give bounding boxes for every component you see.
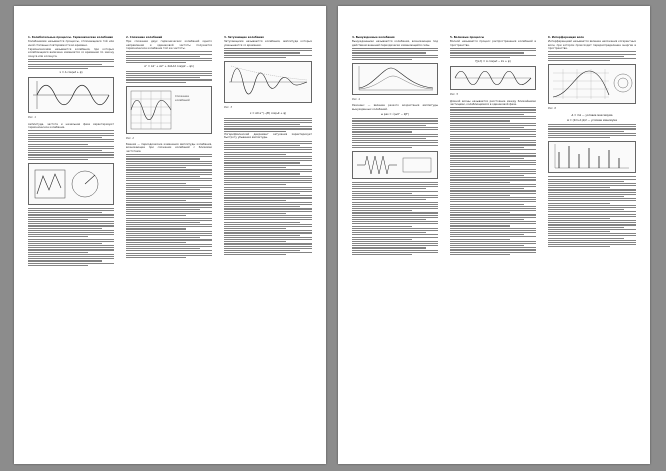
text-column [352,34,438,454]
figure [352,151,438,179]
document-page-left [14,6,326,464]
paragraph: При сложении двух гармонических колебаний одного направления и одинаковой частоты получается гармоническое колебание той же частоты. [126,40,212,50]
section-heading: 5. Волновые процессы [450,36,485,39]
figure [126,86,212,134]
figure [548,64,636,104]
paragraph: Вынужденными называются колебания, возникающие под действием внешней периодически изменяющейся силы. [352,40,438,47]
paragraph: Логарифмический декремент затухания характеризует быстроту убывания амплитуды. [224,132,312,140]
figure [224,61,312,103]
paragraph: Волной называется процесс распространения колебаний в пространстве. [450,40,536,47]
figure [450,66,536,90]
text-column [548,34,636,454]
formula: ω рез = √(ω0² − 2β²) [380,113,410,116]
paragraph: Затухающими называются колебания, амплитуда которых уменьшается со временем. [224,40,312,47]
figure [28,77,114,113]
figure [548,141,636,173]
figure [28,163,114,205]
figure [352,63,438,95]
figure-caption: Рис. 4 [352,98,360,102]
document-page-right [338,6,650,464]
paragraph: Гармоническими называются колебания, при которых колеблющаяся величина изменяется со временем по закону синуса или косинуса. [28,48,114,58]
section-heading: 6. Интерференция волн [548,36,584,39]
section-heading: 1. Колебательные процессы. Гармонические колебания [28,36,113,39]
section-heading: 4. Вынужденные колебания [352,36,395,39]
paragraph: Длиной волны называется расстояние между ближайшими частицами, колеблющимися в одинаковой фазе. [450,99,536,106]
figure-caption: Рис. 6 [548,107,556,111]
formula: A² = A1² + A2² + 2A1A2 cos(φ2 − φ1) [144,65,194,69]
formula: x = A0 e^(−βt) cos(ωt + φ) [249,112,287,116]
text-column [28,34,114,454]
formula: ξ(x,t) = A cos(ωt − kx + φ) [475,59,511,63]
svg-text:колебаний: колебаний [175,98,190,102]
paragraph: Резонанс — явление резкого возрастания амплитуды вынужденных колебаний. [352,104,438,111]
text-column [450,34,536,454]
section-heading: 2. Сложение колебаний [126,36,163,39]
text-column [224,34,312,454]
paragraph: Биения — периодические изменения амплитуды колебания, возникающие при сложении колебаний с близкими частотами. [126,143,212,153]
section-heading: 3. Затухающие колебания [224,36,264,39]
paragraph: Интерференцией называется явление наложения когерентных волн, при котором происходит перераспределение энергии в пространстве. [548,40,636,50]
paragraph: Амплитуда, частота и начальная фаза характеризуют гармоническое колебание. [28,122,114,129]
text-column [126,34,212,454]
paragraph: Колебаниями называются процессы, отличающиеся той или иной степенью повторяемости во времени. [28,40,114,47]
formula: x = A cos(ωt + φ) [59,71,83,74]
figure-caption: Рис. 3 [224,105,232,109]
figure-caption: Рис. 1 [28,116,36,120]
svg-text:Сложение: Сложение [175,94,189,98]
figure-caption: Рис. 5 [450,93,458,97]
formula: Δ = mλ — условие максимума [571,113,613,117]
figure-caption: Рис. 2 [126,136,134,140]
formula: Δ = (2m+1)λ/2 — условие минимума [567,118,617,122]
